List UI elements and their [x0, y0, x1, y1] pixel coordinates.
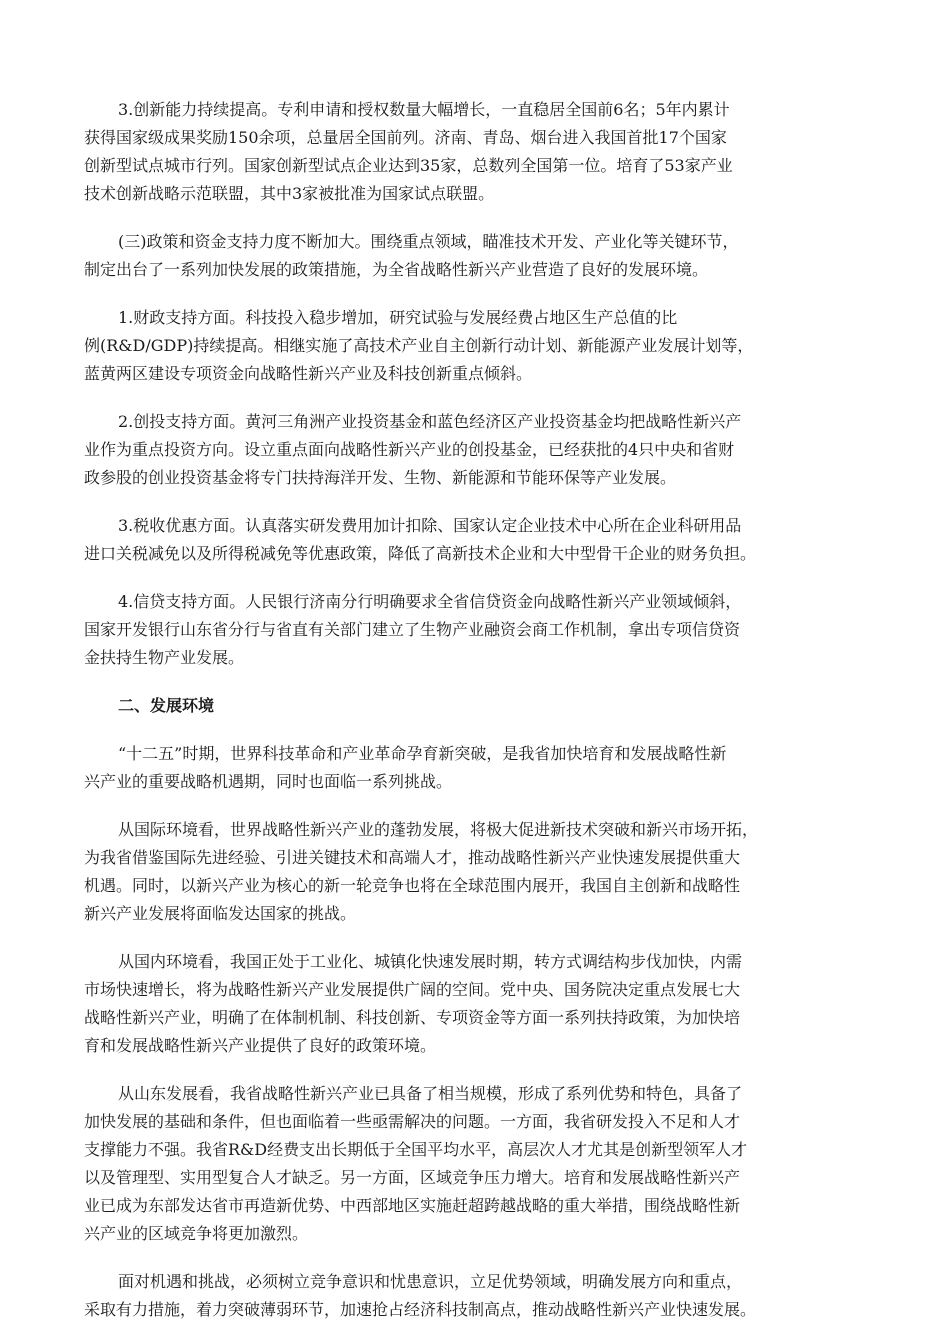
para-international-environment	[84, 816, 884, 928]
text-line: 业已成为东部发达省市再造新优势、中西部地区实施赶超跨越战略的重大举措，围绕战略性新	[84, 1196, 741, 1215]
text-line: 政参股的创业投资基金将专门扶持海洋开发、生物、新能源和节能环保等产业发展。	[84, 468, 677, 487]
section-heading: 二、发展环境	[118, 696, 215, 715]
document-page	[84, 96, 884, 1344]
para-policy-support	[84, 228, 884, 284]
text-line: 战略性新兴产业，明确了在体制机制、科技创新、专项资金等方面一系列扶持政策，为加快培	[84, 1008, 741, 1027]
para-fiscal-support	[84, 304, 884, 388]
section-after-heading	[84, 740, 884, 1324]
text-line: 兴产业的区域竞争将更加激烈。	[84, 1224, 309, 1243]
text-line: 兴产业的重要战略机遇期，同时也面临一系列挑战。	[84, 772, 453, 791]
text-line: 创新型试点城市行列。国家创新型试点企业达到35家，总数列全国第一位。培育了53家产业	[84, 156, 733, 175]
text-line: 市场快速增长，将为战略性新兴产业发展提供广阔的空间。党中央、国务院决定重点发展七大	[84, 980, 741, 999]
text-line: 获得国家级成果奖励150余项，总量居全国前列。济南、青岛、烟台进入我国首批17个国家	[84, 128, 727, 147]
text-line: 4.信贷支持方面。人民银行济南分行明确要求全省信贷资金向战略性新兴产业领域倾斜，	[118, 592, 742, 611]
text-line: 业作为重点投资方向。设立重点面向战略性新兴产业的创投基金，已经获批的4只中央和省财	[84, 440, 735, 459]
text-line: 面对机遇和挑战，必须树立竞争意识和忧患意识，立足优势领域，明确发展方向和重点，	[118, 1272, 743, 1291]
text-line: 从国内环境看，我国正处于工业化、城镇化快速发展时期，转方式调结构步伐加快，内需	[118, 952, 743, 971]
text-line: 3.创新能力持续提高。专利申请和授权数量大幅增长，一直稳居全国前6名；5年内累计	[118, 100, 730, 119]
text-line: 从山东发展看，我省战略性新兴产业已具备了相当规模，形成了系列优势和特色，具备了	[118, 1084, 743, 1103]
text-line: 新兴产业发展将面临发达国家的挑战。	[84, 904, 357, 923]
para-twelfth-five-year	[84, 740, 884, 796]
text-line: 3.税收优惠方面。认真落实研发费用加计扣除、国家认定企业技术中心所在企业科研用品	[118, 516, 742, 535]
text-line: “十二五”时期，世界科技革命和产业革命孕育新突破，是我省加快培育和发展战略性新	[118, 744, 727, 763]
text-line: 2.创投支持方面。黄河三角洲产业投资基金和蓝色经济区产业投资基金均把战略性新兴产	[118, 412, 742, 431]
text-line: 机遇。同时，以新兴产业为核心的新一轮竞争也将在全球范围内展开，我国自主创新和战略性	[84, 876, 741, 895]
para-shandong-development	[84, 1080, 884, 1248]
text-line: 进口关税减免以及所得税减免等优惠政策，降低了高新技术企业和大中型骨干企业的财务负担。	[84, 544, 757, 563]
text-line: 为我省借鉴国际先进经验、引进关键技术和高端人才，推动战略性新兴产业快速发展提供重大	[84, 848, 741, 867]
para-domestic-environment	[84, 948, 884, 1060]
para-credit-support	[84, 588, 884, 672]
para-innovation-capacity	[84, 96, 884, 208]
text-line: 制定出台了一系列加快发展的政策措施，为全省战略性新兴产业营造了良好的发展环境。	[84, 260, 709, 279]
section-before-heading	[84, 96, 884, 672]
para-tax-incentives	[84, 512, 884, 568]
text-line: 加快发展的基础和条件，但也面临着一些亟需解决的问题。一方面，我省研发投入不足和人才	[84, 1112, 741, 1131]
text-line: 金扶持生物产业发展。	[84, 648, 245, 667]
text-line: 以及管理型、实用型复合人才缺乏。另一方面，区域竞争压力增大。培育和发展战略性新兴产	[84, 1168, 741, 1187]
text-line: 技术创新战略示范联盟，其中3家被批准为国家试点联盟。	[84, 184, 495, 203]
para-venture-support	[84, 408, 884, 492]
text-line: 1.财政支持方面。科技投入稳步增加，研究试验与发展经费占地区生产总值的比	[118, 308, 678, 327]
para-facing-challenges	[84, 1268, 884, 1324]
text-line: 育和发展战略性新兴产业提供了良好的政策环境。	[84, 1036, 437, 1055]
text-line: 从国际环境看，世界战略性新兴产业的蓬勃发展，将极大促进新技术突破和新兴市场开拓，	[118, 820, 759, 839]
text-line: 蓝黄两区建设专项资金向战略性新兴产业及科技创新重点倾斜。	[84, 364, 533, 383]
text-line: 支撑能力不强。我省R&D经费支出长期低于全国平均水平，高层次人才尤其是创新型领军人才	[84, 1140, 748, 1159]
text-line: 采取有力措施，着力突破薄弱环节，加速抢占经济科技制高点，推动战略性新兴产业快速发展。	[84, 1300, 757, 1319]
text-line: (三)政策和资金支持力度不断加大。围绕重点领域，瞄准技术开发、产业化等关键环节，	[118, 232, 739, 251]
text-line: 例(R&D/GDP)持续提高。相继实施了高技术产业自主创新行动计划、新能源产业发展计划等，	[84, 336, 754, 355]
text-line: 国家开发银行山东省分行与省直有关部门建立了生物产业融资会商工作机制，拿出专项信贷资	[84, 620, 741, 639]
